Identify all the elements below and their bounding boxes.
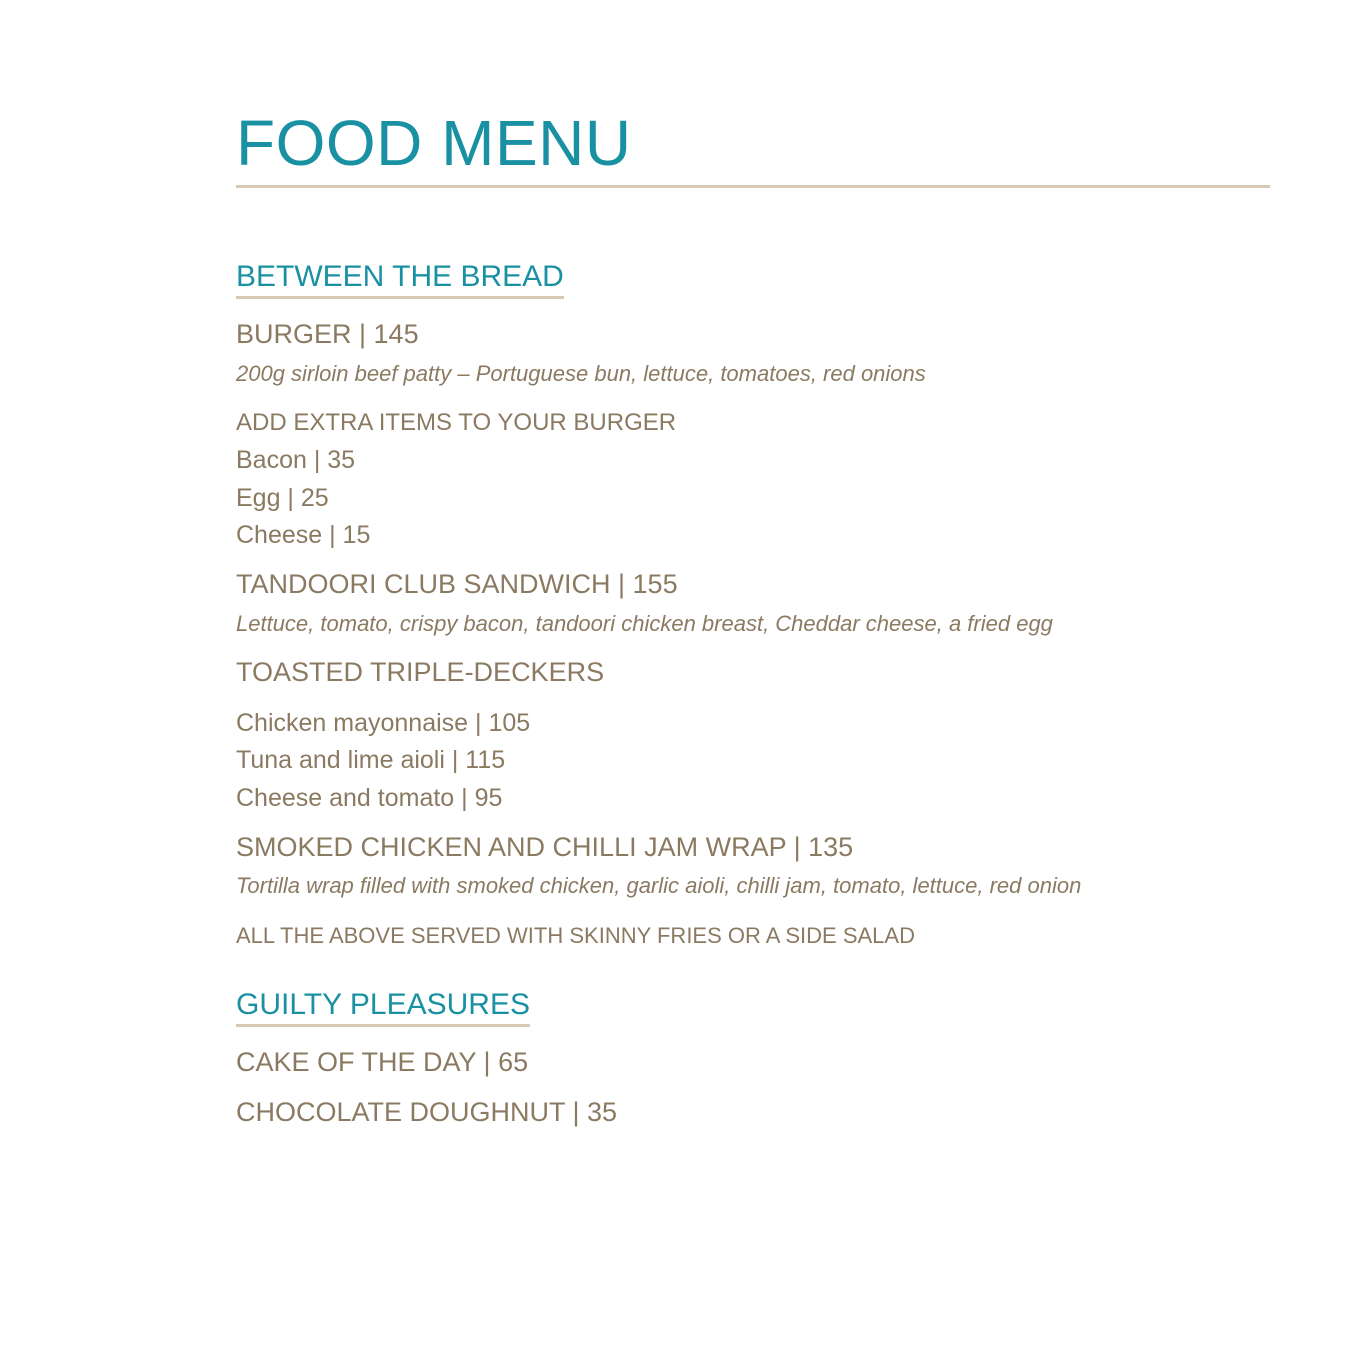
page-title: FOOD MENU <box>236 107 632 179</box>
menu-item-burger: BURGER | 145 <box>236 319 419 349</box>
triple-decker-chicken-mayonnaise: Chicken mayonnaise | 105 <box>236 709 531 737</box>
extras-heading: ADD EXTRA ITEMS TO YOUR BURGER <box>236 409 677 436</box>
title-divider <box>236 185 1270 188</box>
menu-item-tandoori-club-description: Lettuce, tomato, crispy bacon, tandoori chicken breast, Cheddar cheese, a fried egg <box>236 611 1053 636</box>
triple-decker-tuna-lime-aioli: Tuna and lime aioli | 115 <box>236 746 506 774</box>
menu-page <box>236 0 1270 1358</box>
extra-item-cheese: Cheese | 15 <box>236 521 371 549</box>
menu-item-toasted-triple-deckers: TOASTED TRIPLE-DECKERS <box>236 657 605 687</box>
section-heading-guilty-pleasures: GUILTY PLEASURES <box>236 988 530 1027</box>
extra-item-bacon: Bacon | 35 <box>236 446 356 474</box>
section-heading-between-the-bread: BETWEEN THE BREAD <box>236 260 564 299</box>
menu-item-chocolate-doughnut: CHOCOLATE DOUGHNUT | 35 <box>236 1097 618 1127</box>
menu-item-cake-of-the-day: CAKE OF THE DAY | 65 <box>236 1047 529 1077</box>
served-with-note: ALL THE ABOVE SERVED WITH SKINNY FRIES OR A SIDE SALAD <box>236 923 915 948</box>
extra-item-egg: Egg | 25 <box>236 484 329 512</box>
menu-item-smoked-chicken-wrap-description: Tortilla wrap filled with smoked chicken, garlic aioli, chilli jam, tomato, lettuce, red onion <box>236 873 1082 898</box>
triple-decker-cheese-tomato: Cheese and tomato | 95 <box>236 784 503 812</box>
menu-item-burger-description: 200g sirloin beef patty – Portuguese bun, lettuce, tomatoes, red onions <box>236 361 926 386</box>
menu-item-tandoori-club-sandwich: TANDOORI CLUB SANDWICH | 155 <box>236 569 678 599</box>
menu-item-smoked-chicken-wrap: SMOKED CHICKEN AND CHILLI JAM WRAP | 135 <box>236 832 854 862</box>
